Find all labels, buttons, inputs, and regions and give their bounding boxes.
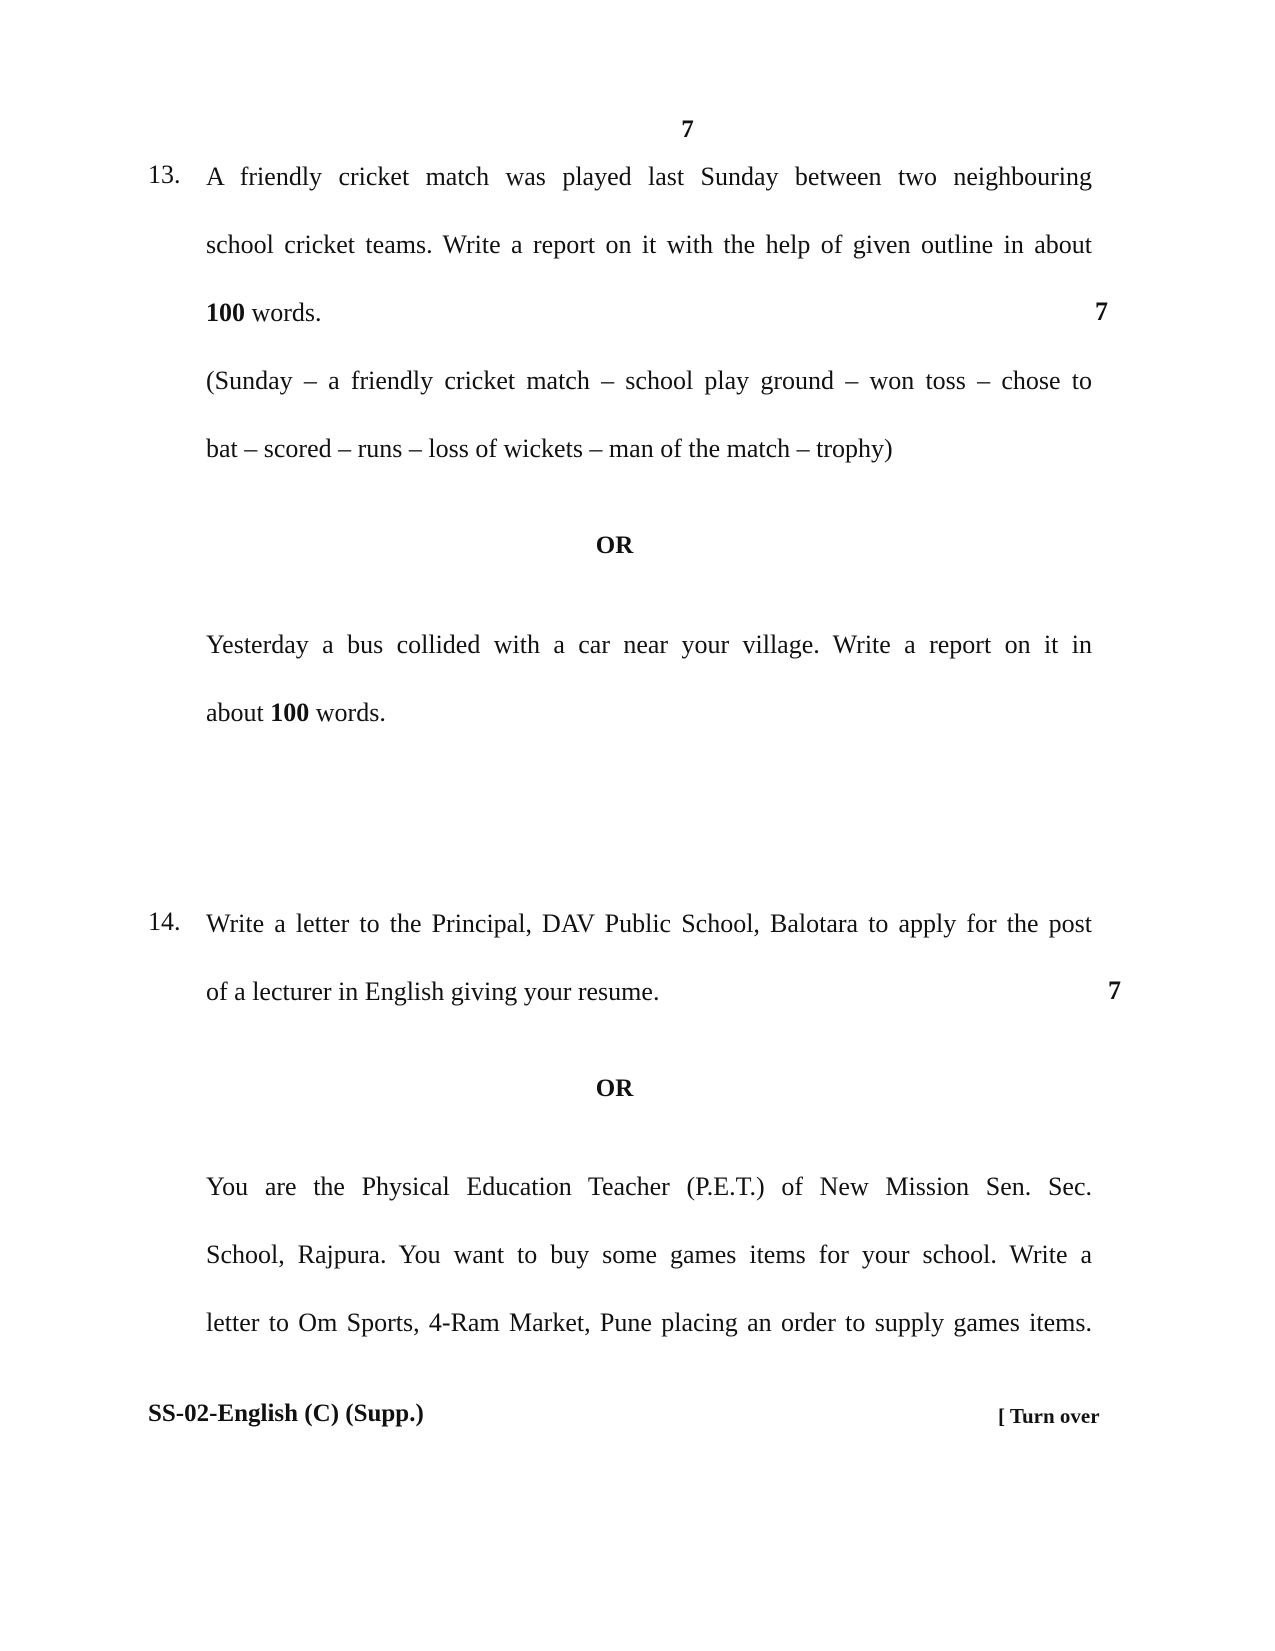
word-limit: 100 [206,298,245,327]
word-limit-suffix: words. [245,298,322,327]
question-13-number: 13. [148,160,181,189]
question-14-line-2: of a lecturer in English giving your resume. [206,977,660,1006]
question-13-or-divider: OR [595,532,634,559]
turn-over-note: [ Turn over [998,1404,1100,1428]
question-14-line-1: Write a letter to the Principal, DAV Public School, Balotara to apply for the post [206,909,1092,938]
question-14-alt-line-1: You are the Physical Education Teacher (P.E.T.) of New Mission Sen. Sec. [206,1172,1092,1201]
question-13-line-2: school cricket teams. Write a report on it with the help of given outline in about [206,230,1092,259]
alt-prefix: about [206,698,271,727]
question-13-line-3 [206,296,322,330]
question-13-outline-line-1: (Sunday – a friendly cricket match – school play ground – won toss – chose to [206,366,1092,395]
alt-word-limit: 100 [270,698,310,727]
question-13-outline-line-2: bat – scored – runs – loss of wickets – man of the match – trophy) [206,434,893,463]
page-number: 7 [681,116,694,143]
question-14-alt-line-3: letter to Om Sports, 4-Ram Market, Pune placing an order to supply games items. [206,1308,1092,1337]
alt-suffix: words. [309,698,386,727]
question-13-line-1: A friendly cricket match was played last Sunday between two neighbouring [206,162,1092,191]
question-14-alt-line-2: School, Rajpura. You want to buy some games items for your school. Write a [206,1240,1092,1269]
paper-code: SS-02-English (C) (Supp.) [148,1400,424,1427]
question-13-alt-line-2 [206,696,386,730]
question-13-alt-line-1: Yesterday a bus collided with a car near your village. Write a report on it in [206,630,1092,659]
question-14-or-divider: OR [595,1075,634,1102]
question-14-number: 14. [148,907,181,936]
question-13-marks: 7 [1095,297,1108,326]
question-14-marks: 7 [1108,976,1121,1005]
